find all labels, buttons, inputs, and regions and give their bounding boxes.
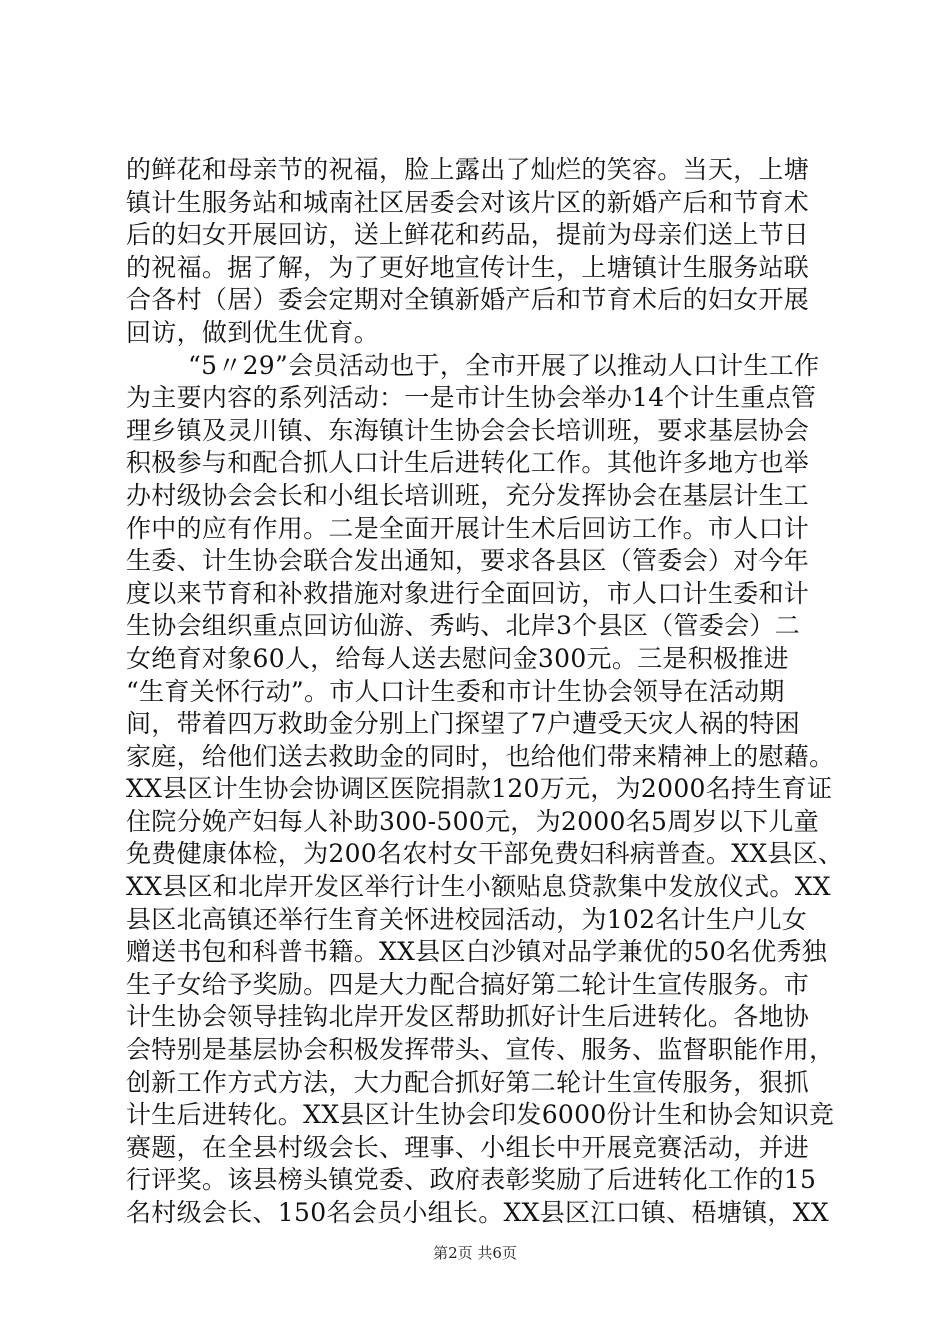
text-line: 生协会组织重点回访仙游、秀屿、北岸3个县区（管委会）二 bbox=[126, 611, 801, 641]
paragraph-1 bbox=[126, 154, 831, 350]
text-line: 办村级协会会长和小组长培训班，充分发挥协会在基层计生工 bbox=[126, 480, 810, 510]
text-line: 度以来节育和补救措施对象进行全面回访，市人口计生委和计 bbox=[126, 578, 810, 608]
text-line: XX县区计生协会协调区医院捐款120万元，为2000名持生育证 bbox=[126, 774, 833, 804]
paragraph-2 bbox=[126, 350, 844, 1230]
text-line: 后的妇女开展回访，送上鲜花和药品，提前为母亲们送上节日 bbox=[126, 220, 810, 250]
text-line: 间，带着四万救助金分别上门探望了7户遭受天灾人祸的特困 bbox=[126, 709, 801, 739]
text-line: 创新工作方式方法，大力配合抓好第二轮计生宣传服务，狠抓 bbox=[126, 1067, 810, 1097]
text-line: 作中的应有作用。二是全面开展计生术后回访工作。市人口计 bbox=[126, 513, 810, 543]
text-line-indented: “5〃29”会员活动也于，全市开展了以推动人口计生工作 bbox=[188, 350, 820, 380]
text-line: 名村级会长、150名会员小组长。XX县区江口镇、梧塘镇，XX bbox=[126, 1198, 829, 1227]
page-number: 第2页 共6页 bbox=[433, 1244, 517, 1262]
text-line: 生子女给予奖励。四是大力配合搞好第二轮计生宣传服务。市 bbox=[126, 969, 810, 999]
text-line: 免费健康体检，为200名农村女干部免费妇科病普查。XX县区、 bbox=[126, 839, 844, 869]
text-line: 女绝育对象60人，给每人送去慰问金300元。三是积极推进 bbox=[126, 643, 789, 673]
text-line: 合各村（居）委会定期对全镇新婚产后和节育术后的妇女开展 bbox=[126, 285, 810, 315]
document-body bbox=[126, 154, 844, 1230]
text-line: 行评奖。该县榜头镇党委、政府表彰奖励了后进转化工作的15 bbox=[126, 1165, 817, 1195]
text-line: XX县区和北岸开发区举行计生小额贴息贷款集中发放仪式。XX bbox=[126, 872, 831, 902]
text-line: 家庭，给他们送去救助金的同时，也给他们带来精神上的慰藉。 bbox=[126, 741, 835, 771]
text-line: 为主要内容的系列活动：一是市计生协会举办14个计生重点管 bbox=[126, 383, 817, 413]
text-line: 的鲜花和母亲节的祝福，脸上露出了灿烂的笑容。当天，上塘 bbox=[126, 155, 810, 184]
text-line: 积极参与和配合抓人口计生后进转化工作。其他许多地方也举 bbox=[126, 448, 810, 478]
text-line: 计生后进转化。XX县区计生协会印发6000份计生和协会知识竞 bbox=[126, 1100, 835, 1130]
text-line: 县区北高镇还举行生育关怀进校园活动，为102名计生户儿女 bbox=[126, 904, 808, 934]
text-line: 镇计生服务站和城南社区居委会对该片区的新婚产后和节育术 bbox=[126, 187, 810, 217]
text-line: 生委、计生协会联合发出通知，要求各县区（管委会）对今年 bbox=[126, 546, 810, 576]
text-line: 赛题，在全县村级会长、理事、小组长中开展竞赛活动，并进 bbox=[126, 1132, 810, 1162]
text-line: 回访，做到优生优育。 bbox=[126, 317, 380, 347]
text-line: 理乡镇及灵川镇、东海镇计生协会会长培训班，要求基层协会 bbox=[126, 415, 810, 445]
text-line: 的祝福。据了解，为了更好地宣传计生，上塘镇计生服务站联 bbox=[126, 252, 810, 282]
text-line: 赠送书包和科普书籍。XX县区白沙镇对品学兼优的50名优秀独 bbox=[126, 937, 828, 967]
page-footer bbox=[0, 1243, 950, 1263]
text-line: 会特别是基层协会积极发挥带头、宣传、服务、监督职能作用， bbox=[126, 1035, 835, 1065]
text-line: “生育关怀行动”。市人口计生委和市计生协会领导在活动期 bbox=[126, 676, 785, 706]
text-line: 计生协会领导挂钩北岸开发区帮助抓好计生后进转化。各地协 bbox=[126, 1002, 810, 1032]
text-line: 住院分娩产妇每人补助300-500元，为2000名5周岁以下儿童 bbox=[126, 806, 820, 836]
